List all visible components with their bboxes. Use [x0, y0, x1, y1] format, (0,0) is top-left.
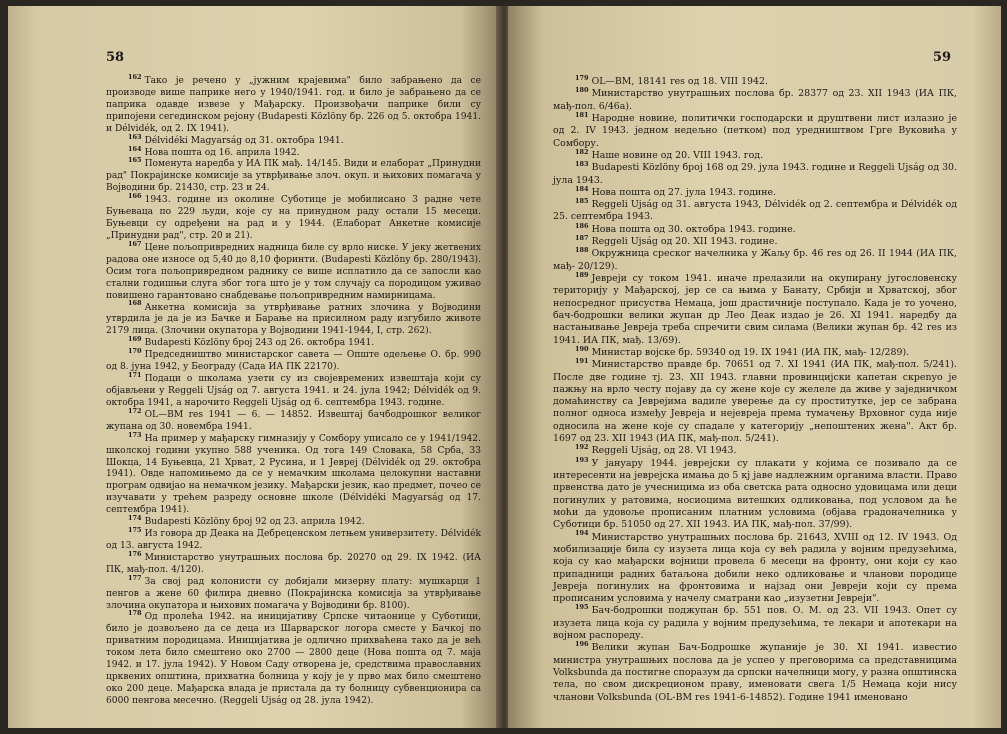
footnote — [553, 455, 957, 532]
footnote-number: 179 — [575, 73, 589, 82]
footnote-number: 186 — [575, 221, 589, 230]
footnote — [553, 248, 957, 273]
footnote — [553, 184, 957, 199]
footnote-text: Председништво министарског савета — Опште одељење О. бр. 990 од 8. јуна 1942, у Београду (Сада ИА ПК 22170). — [106, 350, 481, 373]
footnote — [106, 526, 481, 553]
footnote-text: Окружница среског начелника у Жаљу бр. 46 res од 26. II 1944 (ИА ПК, мађ- 20/129). — [553, 248, 957, 272]
footnote-number: 191 — [575, 357, 589, 366]
footnote-number: 182 — [575, 147, 589, 156]
footnotes-column — [106, 72, 481, 708]
footnote-text: Цене пољопривредних надница биле су врло ниске. У јеку жетвених радова оне износе од 5,40 до 8,10 форинти. (Budapesti Közlöny бр. 280/1943). Осим тога пољопривредном раднику се више исплатило да се запосли као стални годишњи слуга због тога што је у том случају са породицом уживао повишено гарантовано снабдевање пољопривредним намирницама. — [106, 242, 481, 301]
footnote-text: Министарство унутрашњих послова бр. 28377 од 23. XII 1943 (ИА ПК, мађ-пол. 6/46а). — [553, 88, 957, 112]
footnote-number: 165 — [128, 156, 142, 165]
footnote-text: Нова пошта од 16. априла 1942. — [144, 147, 300, 158]
footnotes-column — [553, 73, 957, 704]
footnote-number: 196 — [575, 640, 589, 649]
footnote-number: 162 — [128, 72, 142, 81]
footnote-number: 183 — [575, 160, 589, 169]
footnote — [106, 192, 481, 243]
page-number: 58 — [106, 50, 125, 65]
footnote — [553, 147, 957, 162]
footnote — [553, 162, 957, 187]
footnote-number: 185 — [575, 197, 589, 205]
footnote-text: Наше новине од 20. VIII 1943. год. — [591, 149, 764, 161]
footnote-number: 175 — [128, 526, 142, 534]
footnote — [106, 406, 481, 434]
footnote — [106, 609, 481, 707]
footnote — [553, 359, 957, 445]
footnote-number: 173 — [128, 430, 142, 439]
footnote — [106, 371, 481, 410]
footnote — [106, 347, 481, 374]
footnote-text: Поменута наредба у ИА ПК мађ. 14/145. Види и елаборат „Принудни рад" Покрајинске комисије за утврђивање злоч. окуп. и њихових помагача у Војводини бр. 21430, стр. 23 и 24. — [106, 159, 481, 194]
footnote — [106, 573, 481, 613]
footnote-text: Нова пошта од 27. јула 1943. године. — [591, 186, 777, 198]
footnote-number: 169 — [128, 335, 142, 344]
footnote-number: 192 — [575, 443, 589, 452]
footnote-text: Reggeli Ujság од 31. августа 1943, Délvidék од 2. септембра и Délvidék од 25. септембра 1943. — [553, 199, 957, 223]
footnote-number: 181 — [575, 110, 589, 119]
footnote — [553, 73, 957, 88]
footnote-text: 1943. године из околине Суботице је мобилисано 3 радне чете Буњеваца по 229 људи, које су на принудном раду остали 15 месеци. Буњевци су одређени на рад и у 1944. (Елаборат Анкетне комисије „Принудни рад", стр. 20 и 21). — [106, 195, 481, 241]
footnote-text: Из говора др Деака на Дебреценском летњем универзитету. Délvidék од 13. августа 1942. — [106, 529, 481, 551]
footnote — [553, 344, 957, 359]
footnote-text: Министар војске бр. 59340 од 19. IX 1941 (ИА ПК, мађ- 12/289). — [591, 346, 910, 358]
footnote-text: На пример у мађарску гимназију у Сомбору уписало се у 1941/1942. школској години укупно 588 ученика. Од тога 149 Словака, 58 Срба, 33 Шокца, 14 Буњевца, 21 Хрват, 2 Русина, и 1 Јеврej (Délvidék од 29. октобра 1941). Овде напомињемо да се у немачким школама целокупни наставни програм одвијао на немачком језику. Мађарски језик, као предмет, почео се изучавати у трећем разреду основне школе (Délvidéki Magyarság од 17. септембра 1941). — [106, 433, 481, 516]
footnote — [106, 144, 481, 160]
footnote-number: 178 — [128, 609, 142, 618]
footnote-number: 195 — [575, 603, 589, 612]
footnote — [106, 156, 481, 195]
footnote-number: 193 — [575, 455, 589, 464]
footnote-text: Од пролећа 1942. на иницијативу Српске читаонице у Суботици, било је дозвољено да се деца из Шарварског логора сместе у Бачкој по приватним породицама. Иницијатива је одлично прихваћена тако да је већ током лета било смештено око 2700 — 2800 деце (Нова пошта од 7. маја 1942. и 17. јула 1942). У Новом Саду отворена је, средствима православних црквених општина, прихватна болница у коју је у прво мах било смештено око 200 деце. Мађарска влада је пристала да ту болницу субвенционира са 6000 пенгова месечно. (Reggeli Ujság од 28. јула 1942). — [106, 612, 481, 706]
footnote-text: OL—BM res 1941 — 6. — 14852. Извештај бачбодрошког великог жупана од 30. новембра 1941. — [106, 409, 481, 432]
footnote — [553, 110, 957, 150]
footnote-text: Велики жупан Бач-Бодрошке жупаније је 30. XI 1941. известио министра унутрашњих послова да је успео у преговорима са представницима Volksbunda да постигне споразум да српски начелници могу, у разна општинска тела, по свом дискреционом праву, именовати свега 1/5 Немаца који нису чланови Volksbunda (OL-BM res 1941-6-14852). Године 1941 именовано — [553, 642, 957, 703]
footnote-number: 174 — [128, 514, 142, 523]
footnote-number: 163 — [128, 132, 142, 141]
footnote-text: Reggeli Ujság од 20. XII 1943. године. — [591, 236, 778, 248]
footnote-number: 168 — [128, 299, 142, 308]
footnote-text: Министарство унутрашњих послова бр. 20270 од 29. IX 1942. (ИА ПК, мађ-пол. 4/120). — [106, 552, 481, 575]
footnote — [106, 514, 481, 529]
footnote — [106, 299, 481, 339]
footnote-number: 166 — [128, 192, 142, 201]
footnote — [553, 199, 957, 224]
footnote-number: 188 — [575, 246, 589, 255]
footnote — [553, 445, 957, 457]
footnote — [106, 239, 481, 303]
footnote-number: 184 — [575, 184, 589, 193]
footnote-text: OL—BM, 18141 res од 18. VIII 1942. — [591, 76, 768, 87]
footnote-number: 172 — [128, 406, 142, 415]
footnote-text: У јануару 1944. јеврејски су плакати у којима се позивало да се интересенти на јеврејска имања до 5 кј јаве надлежним органима власти. Право првенства дато је учесницима из оба светска рата односно удовицама или деци погинулих у ратовима, носиоцима витешких одликовања, под условом да ће моћи да удовоље прописаним платним условима (објава градоначелника у Суботици бр. 51050 од 27. XII 1943. ИА ПК, мађ-пол. 37/99). — [553, 457, 957, 531]
footnote-text: Нова пошта од 30. октобра 1943. године. — [591, 223, 796, 235]
footnote-text: Народне новине, политички господарски и друштвени лист излазио је од 2. IV 1943. једном недељно (петком) под уредништвом Грге Вуковића у Сомбору. — [553, 112, 957, 149]
footnote-number: 187 — [575, 233, 589, 242]
footnote-text: Подаци о школама узети су из својевремених извештаја који су објављени у Reggeli Ujság од 7. августа 1941. и 24. јула 1942; Délvidék од 9. октобра 1941, а нарочито Reggeli Ujság од 6. септембра 1943. године. — [106, 374, 481, 408]
footnote-number: 194 — [575, 529, 589, 538]
footnote — [106, 549, 481, 577]
footnote-text: Министарство унутрашњих послова бр. 21643, XVIII од 12. IV 1943. Од мобилизације била су изузета лица која су већ радила у војним предузећима, која су као мађарски војници провела 6 месеци на фронту, они који су као припадници радних батаљона добили нeко одликовање и чланови породице Јевреја погинулих на фронтовима и најзад они Јевреји који су према прописаним условима у начелу сматрани као „изузетни Јевреји". — [553, 531, 957, 605]
footnote-text: Budapesti Közlöny број 168 од 29. јула 1943. године и Reggeli Ujság од 30. јула 1943. — [553, 162, 957, 186]
page-number: 59 — [932, 50, 951, 65]
footnote-text: Анкетна комисија за утврђивање ратних злочина у Војводини утврдила је да је из Бачке и Барање на присилном раду изгубило животе 2179 лица. (Злочини окупатора у Војводини 1941-1944, I, стр. 262). — [106, 302, 481, 337]
footnote-number: 171 — [128, 371, 142, 380]
footnote-number: 164 — [128, 144, 142, 153]
footnote — [553, 642, 957, 704]
footnote-number: 190 — [575, 344, 589, 353]
footnote — [553, 270, 957, 347]
footnote — [553, 605, 957, 642]
footnote-text: Јевреји су током 1941. иначе прелазили на окупирану југословенску територију у Мађарској, јер се са њима у Банату, Србији и Хрватској, због непосредног присуства Немаца, још драстичније поступало. Када је то уочено, бач-бодрошки велики жупан др Лео Деак издао је 26. XI 1941. наредбу да настањивање Јевреја треба спречити свим силама (Велики жупан бр. 42 res из 1941. ИА ПК, мађ. 13/69). — [553, 273, 957, 346]
footnote-text: За свој рад колонисти су добијали мизерну плату: мушкарци 1 пенгов а жене 60 филира дневно (Покрајинска комисија за утврђивање злочина окупатора и њихових помагача у Војводини бр. 8100). — [106, 576, 481, 611]
footnote — [553, 221, 957, 236]
footnote-number: 180 — [575, 86, 589, 95]
footnote — [553, 529, 957, 606]
footnote-number: 167 — [128, 239, 142, 248]
footnote — [106, 335, 481, 350]
footnote-number: 177 — [128, 573, 142, 582]
footnote — [106, 132, 481, 148]
footnote-text: Budapesti Közlöny број 243 од 26. октобра 1941. — [144, 338, 375, 349]
footnote — [106, 430, 481, 517]
footnote-text: Délvidéki Magyarság од 31. октобра 1941. — [144, 135, 344, 146]
right-page — [508, 6, 1001, 728]
footnote-text: Министарство правде бр. 70651 од 7. XI 1941 (ИА ПК, мађ-пол. 5/241). После две године тј. 23. XII 1943. главни провинцијски капетан скреnуо је пажњу на врло честу појаву да су жене које су желеле да живе у заједничком домаћинству са Јеврејима вадиле уверење да су проститутке, јер се забрана полног односа између Јевреја и нејевреја према тумачењу Врховног суда није односила на жене које су спадале у категорију „непоштених жена". Акт бр. 1697 од 23. XII 1943 (ИА ПК, мађ-пол. 5/241). — [553, 359, 957, 445]
footnote — [553, 233, 957, 248]
footnote — [106, 72, 481, 136]
footnote-text: Budapesti Közlöny број 92 од 23. априла 1942. — [144, 517, 365, 528]
footnote-number: 170 — [128, 347, 142, 356]
footnote-number: 176 — [128, 549, 142, 558]
footnote-text: Бач-бодрошки поджупан бр. 551 пов. О. М. од 23. VII 1943. Опет су изузета лица која су радила у војним предузећима, те лекари и апотекари на војном распореду. — [553, 605, 957, 642]
footnote-number: 189 — [575, 270, 589, 279]
footnote-text: Тако је речено у „јужним крајевима" било забрањено да се производе више паприке него у 1940/1941. год. и било је забрањено да се паприка одавде извезе у Мађарску. Произвођачи паприке били су припојени сегединском рејону (Budapesti Közlöny бр. 226 од 5. октобра 1941. и Délvidék, од 2. IX 1941). — [106, 76, 481, 134]
footnote — [553, 88, 957, 113]
footnote-text: Reggeli Ujság, од 28. VI 1943. — [591, 445, 737, 457]
left-page — [8, 6, 500, 728]
